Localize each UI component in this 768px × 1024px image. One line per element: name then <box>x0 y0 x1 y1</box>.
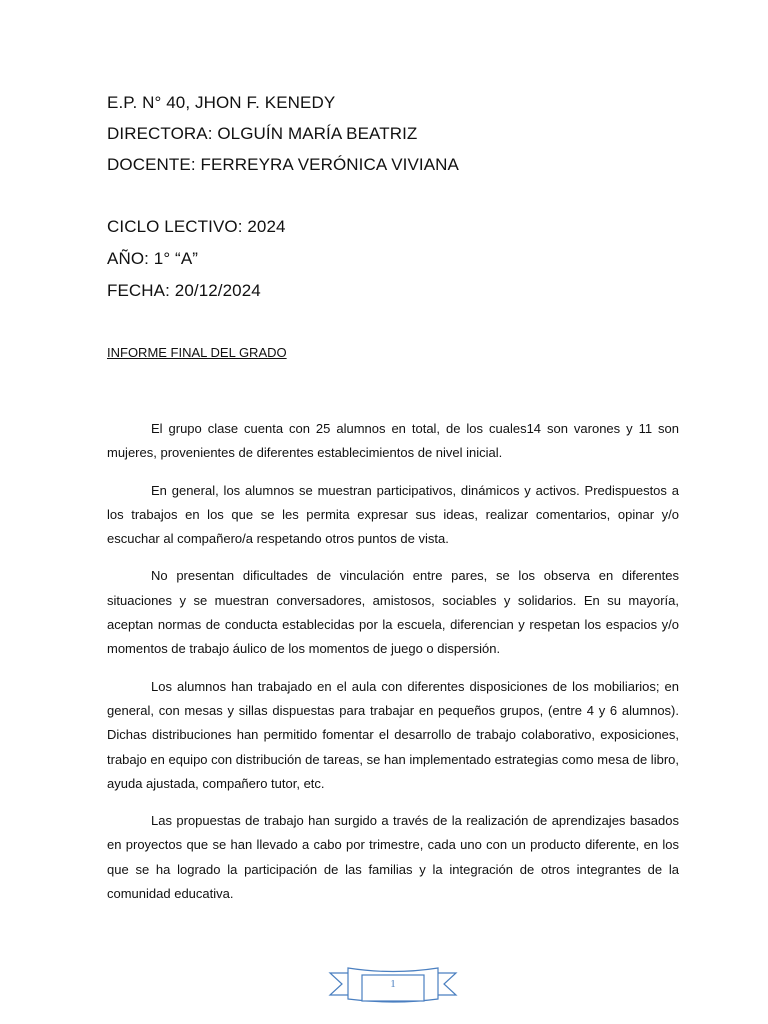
report-body <box>107 417 679 919</box>
school-name: E.P. N° 40, JHON F. KENEDY <box>107 93 336 112</box>
teacher-name: DOCENTE: FERREYRA VERÓNICA VIVIANA <box>107 155 459 174</box>
paragraph-class-composition: El grupo clase cuenta con 25 alumnos en total, de los cuales14 son varones y 11 son mujeres, provenientes de diferentes establecimientos de nivel inicial. <box>107 421 679 461</box>
grade-label: AÑO: 1° “A” <box>107 249 199 268</box>
director-name: DIRECTORA: OLGUÍN MARÍA BEATRIZ <box>107 124 418 143</box>
paragraph-participation: En general, los alumnos se muestran participativos, dinámicos y activos. Predispuestos a los trabajos en los que se les permita expresar sus ideas, realizar comentarios, opinar y/o escuchar al compañero/a respetando otros puntos de vista. <box>107 482 679 547</box>
paragraph-project-work: Las propuestas de trabajo han surgido a través de la realización de aprendizajes basados en proyectos que se han llevado a cabo por trimestre, cada uno con un producto diferente, en los que se ha logrado la participación de las familias y la integración de otros integrantes de la comunidad educativa. <box>107 813 679 902</box>
school-year: CICLO LECTIVO: 2024 <box>107 217 286 236</box>
page-number-banner <box>328 965 458 1009</box>
paragraph-peer-relations: No presentan dificultades de vinculación entre pares, se los observa en diferentes situaciones y se muestran conversadores, amistosos, sociables y solidarios. En su mayoría, aceptan normas de conducta establecidas por la escuela, diferencian y respetan los espacios y/o momentos de trabajo áulico de los momentos de juego o dispersión. <box>107 568 679 657</box>
page-number: 1 <box>390 978 396 990</box>
report-title: INFORME FINAL DEL GRADO <box>107 345 287 360</box>
paragraph-classroom-organization: Los alumnos han trabajado en el aula con diferentes disposiciones de los mobiliarios; en general, con mesas y sillas dispuestas para trabajar en pequeños grupos, (entre 4 y 6 alumnos). Dichas distribuciones han permitido fomentar el desarrollo de trabajo colaborativo, exposiciones, trabajo en equipo con distribución de tareas, se han implementado estrategias como mesa de libro, ayuda ajustada, compañero tutor, etc. <box>107 678 679 791</box>
date-label: FECHA: 20/12/2024 <box>107 281 261 300</box>
